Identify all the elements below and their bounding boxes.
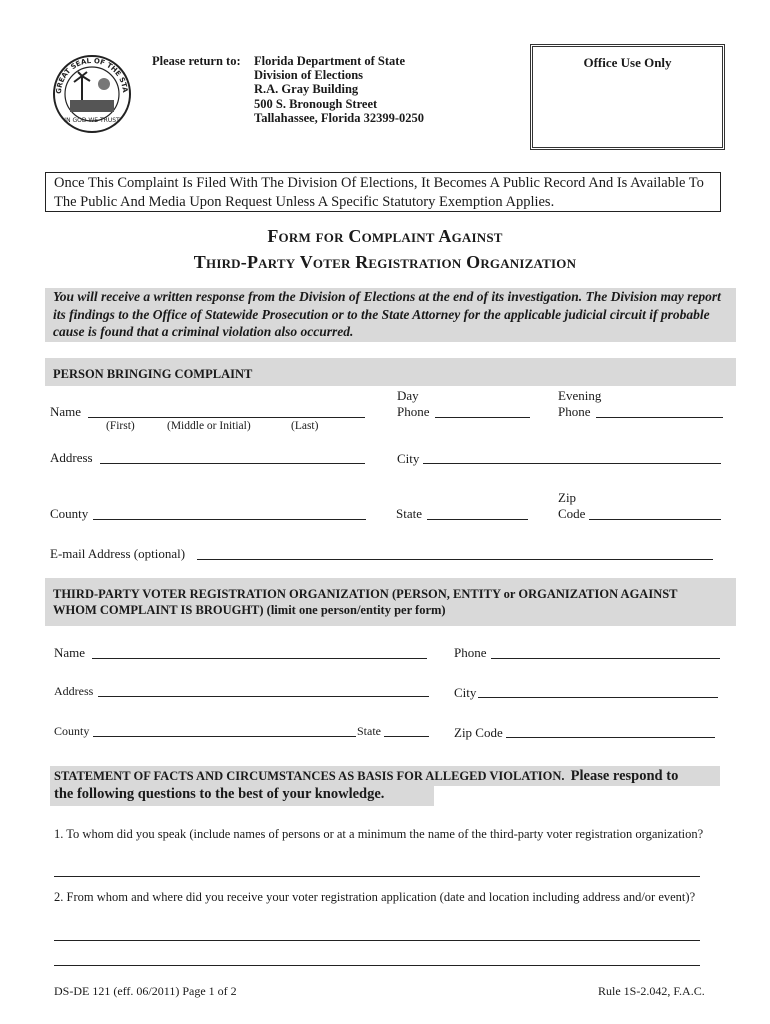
org-zip-field[interactable] bbox=[506, 737, 715, 738]
first-name-hint: (First) bbox=[106, 420, 135, 432]
org-phone-label: Phone bbox=[454, 645, 487, 660]
mailing-address bbox=[254, 54, 424, 125]
office-use-box bbox=[530, 44, 725, 150]
person-name-field[interactable] bbox=[88, 417, 365, 418]
statement-heading-tail: Please respond to bbox=[570, 768, 679, 784]
org-name-field[interactable] bbox=[92, 658, 427, 659]
office-use-label: Office Use Only bbox=[583, 55, 672, 70]
person-name-label: Name bbox=[50, 404, 82, 419]
rule-footer: Rule 1S-2.042, F.A.C. bbox=[598, 984, 705, 998]
org-county-field[interactable] bbox=[93, 736, 356, 737]
org-county-label: County bbox=[54, 724, 90, 738]
address-line: 500 S. Bronough Street bbox=[254, 96, 378, 111]
zip-label: Zip bbox=[558, 490, 577, 505]
email-field[interactable] bbox=[197, 559, 713, 560]
org-address-field[interactable] bbox=[98, 696, 429, 697]
day-phone-field[interactable] bbox=[435, 417, 530, 418]
return-to-label: Please return to: bbox=[152, 54, 241, 68]
question-1: 1. To whom did you speak (include names of persons or at a minimum the name of the third-party voter registration organization? bbox=[54, 827, 704, 841]
org-heading-line1: THIRD-PARTY VOTER REGISTRATION ORGANIZATION (PERSON, ENTITY or ORGANIZATION AGAINST bbox=[53, 587, 678, 601]
form-id-footer: DS-DE 121 (eff. 06/2011) Page 1 of 2 bbox=[54, 984, 237, 998]
answer-2-line-2[interactable] bbox=[54, 965, 700, 966]
middle-name-hint: (Middle or Initial) bbox=[167, 420, 251, 432]
org-address-label: Address bbox=[54, 684, 94, 698]
person-state-label: State bbox=[396, 506, 422, 521]
org-city-field[interactable] bbox=[478, 697, 718, 698]
email-label: E-mail Address (optional) bbox=[50, 546, 186, 561]
answer-2-line-1[interactable] bbox=[54, 940, 700, 941]
last-name-hint: (Last) bbox=[291, 420, 319, 432]
answer-1-line[interactable] bbox=[54, 876, 700, 877]
form-title-line1: Form for Complaint Against bbox=[267, 226, 503, 246]
intro-notice: You will receive a written response from the Division of Elections at the end of its investigation. The Division may report its findings to the Office of Statewide Prosecution or to the State Attorney for the applicable judicial circuit if probable cause is found that a criminal violation also occurred. bbox=[45, 288, 736, 342]
org-city-label: City bbox=[454, 685, 477, 700]
address-line: Florida Department of State bbox=[254, 54, 406, 68]
address-line: R.A. Gray Building bbox=[254, 82, 359, 97]
form-title-line2: Third-Party Voter Registration Organization bbox=[193, 252, 577, 272]
org-section-heading bbox=[45, 578, 736, 626]
statement-heading-text: STATEMENT OF FACTS AND CIRCUMSTANCES AS BASIS FOR ALLEGED VIOLATION. bbox=[54, 769, 565, 783]
org-heading-line2: WHOM COMPLAINT IS BROUGHT) (limit one person/entity per form) bbox=[53, 603, 446, 617]
org-phone-field[interactable] bbox=[491, 658, 720, 659]
statement-heading bbox=[54, 768, 678, 785]
person-county-field[interactable] bbox=[93, 519, 366, 520]
public-record-notice: Once This Complaint Is Filed With The Division Of Elections, It Becomes A Public Record And Is Available To The Public And Media Upon Request Unless A Specific Statutory Exemption Applies. bbox=[45, 172, 721, 212]
svg-text:IN GOD WE TRUST: IN GOD WE TRUST bbox=[64, 117, 120, 124]
zip-code-label: Code bbox=[558, 506, 586, 521]
evening-phone-label: Phone bbox=[558, 404, 591, 419]
address-line: Division of Elections bbox=[254, 68, 364, 83]
day-label: Day bbox=[397, 388, 419, 403]
address-line: Tallahassee, Florida 32399-0250 bbox=[254, 110, 425, 125]
person-address-field[interactable] bbox=[100, 463, 365, 464]
person-address-label: Address bbox=[50, 450, 93, 465]
org-zip-label: Zip Code bbox=[454, 725, 503, 740]
person-state-field[interactable] bbox=[427, 519, 528, 520]
day-phone-label: Phone bbox=[397, 404, 430, 419]
person-section-heading: PERSON BRINGING COMPLAINT bbox=[45, 358, 736, 386]
org-name-label: Name bbox=[54, 645, 86, 660]
florida-seal-icon bbox=[52, 54, 132, 134]
statement-heading-line2: the following questions to the best of your knowledge. bbox=[54, 786, 385, 802]
question-2: 2. From whom and where did you receive your voter registration application (date and location including address and/or event)? bbox=[54, 890, 696, 904]
org-state-label: State bbox=[357, 724, 381, 738]
person-city-field[interactable] bbox=[423, 463, 721, 464]
svg-text:GREAT SEAL OF THE STATE OF FLO: GREAT SEAL OF THE STA bbox=[54, 56, 129, 95]
person-city-label: City bbox=[397, 451, 420, 466]
org-state-field[interactable] bbox=[384, 736, 429, 737]
evening-phone-field[interactable] bbox=[596, 417, 723, 418]
person-county-label: County bbox=[50, 506, 89, 521]
evening-label: Evening bbox=[558, 388, 602, 403]
person-zip-field[interactable] bbox=[589, 519, 721, 520]
